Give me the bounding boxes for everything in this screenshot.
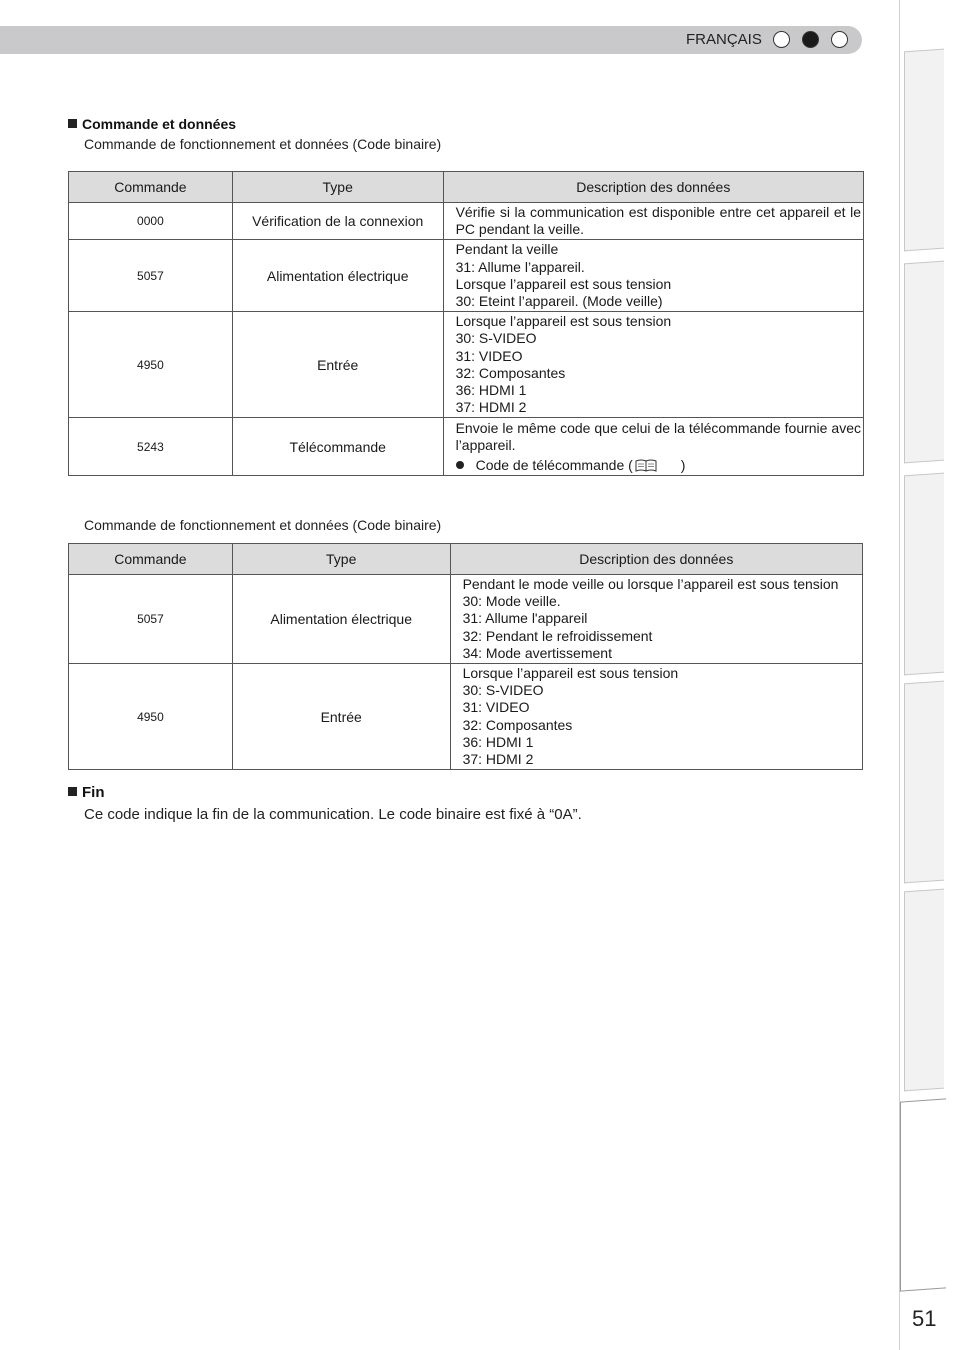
square-bullet-icon (68, 787, 77, 796)
cell-description (450, 664, 862, 770)
command-table-2 (68, 543, 863, 770)
fin-description: Ce code indique la fin de la communication. Le code binaire est fixé à “0A”. (84, 806, 582, 823)
cell-description (443, 203, 863, 240)
cell-type: Vérification de la connexion (232, 203, 443, 240)
description-line: 30: S-VIDEO (462, 682, 544, 699)
section-tab-4[interactable] (904, 681, 944, 884)
description-line: 30: Eteint l’appareil. (Mode veille) (455, 293, 663, 310)
table1-subtitle: Commande de fonctionnement et données (Code binaire) (84, 136, 442, 152)
section-tab-sidebar (899, 0, 954, 1350)
cell-code: 0000 (69, 203, 233, 240)
description-line: 30: Mode veille. (462, 593, 561, 610)
column-header-commande: Commande (69, 172, 233, 203)
cell-code: 5057 (69, 575, 233, 664)
table-header-row (69, 544, 863, 575)
table2-subtitle: Commande de fonctionnement et données (Code binaire) (84, 517, 442, 533)
table-row (69, 418, 864, 476)
table-row (69, 203, 864, 240)
description-line: 37: HDMI 2 (462, 751, 534, 768)
description-line: Lorsque l’appareil est sous tension (455, 313, 672, 330)
cell-type: Entrée (232, 312, 443, 418)
description-line: 31: VIDEO (462, 699, 530, 716)
cell-description (443, 418, 863, 476)
description-line: 31: VIDEO (455, 347, 523, 364)
section-tab-2[interactable] (904, 261, 944, 464)
description-line: 32: Pendant le refroidissement (462, 627, 653, 644)
bullet-dot-icon (456, 461, 464, 469)
circle-indicator-1 (773, 31, 790, 48)
cell-type: Alimentation électrique (232, 575, 450, 664)
section-title-fin: Fin (68, 784, 105, 801)
square-bullet-icon (68, 119, 77, 128)
description-line: 32: Composantes (462, 716, 573, 733)
description-line: 36: HDMI 1 (462, 733, 534, 750)
description-line: Envoie le même code que celui de la télécommande fournie avec l’appareil. (455, 419, 861, 453)
description-line: 37: HDMI 2 (455, 399, 527, 416)
section-title-commande: Commande et données (68, 116, 236, 132)
description-line: 34: Mode avertissement (462, 644, 612, 661)
description-line: 30: S-VIDEO (455, 330, 537, 347)
command-table-1 (68, 171, 864, 476)
cell-code: 5057 (69, 240, 233, 312)
description-line: Lorsque l’appareil est sous tension (462, 665, 679, 682)
table-row (69, 664, 863, 770)
cell-description (443, 240, 863, 312)
column-header-commande: Commande (69, 544, 233, 575)
section-tab-3[interactable] (904, 473, 944, 676)
section-tab-1[interactable] (904, 49, 944, 252)
description-line: Vérifie si la communication est disponible entre cet appareil et le PC pendant la veille. (455, 204, 861, 238)
cell-code: 4950 (69, 664, 233, 770)
description-line: Pendant le mode veille ou lorsque l’appareil est sous tension (462, 576, 839, 592)
description-line: 36: HDMI 1 (455, 382, 527, 399)
cell-description (450, 575, 862, 664)
section-tab-6-active[interactable] (900, 1098, 946, 1291)
cell-type: Alimentation électrique (232, 240, 443, 312)
cell-type: Entrée (232, 664, 450, 770)
bullet-text-end: ) (680, 457, 686, 474)
column-header-description: Description des données (450, 544, 862, 575)
column-header-description: Description des données (443, 172, 863, 203)
circle-indicator-3 (831, 31, 848, 48)
bullet-text: Code de télécommande ( (475, 457, 633, 474)
cell-type: Télécommande (232, 418, 443, 476)
bullet-item (456, 457, 861, 474)
language-label: FRANÇAIS (686, 31, 762, 48)
description-line: 31: Allume l'appareil (462, 610, 588, 627)
column-header-type: Type (232, 544, 450, 575)
circle-indicator-2-filled (802, 31, 819, 48)
description-line: 31: Allume l’appareil. (455, 258, 585, 275)
table-header-row (69, 172, 864, 203)
description-line: 32: Composantes (455, 364, 566, 381)
cell-description (443, 312, 863, 418)
page-number: 51 (912, 1306, 937, 1331)
section-tab-5[interactable] (904, 889, 944, 1092)
description-line: Pendant la veille (455, 241, 559, 258)
cell-code: 5243 (69, 418, 233, 476)
table-row (69, 240, 864, 312)
reference-book-icon (635, 459, 657, 472)
column-header-type: Type (232, 172, 443, 203)
table-row (69, 575, 863, 664)
table-row (69, 312, 864, 418)
cell-code: 4950 (69, 312, 233, 418)
description-line: Lorsque l’appareil est sous tension (455, 275, 672, 292)
